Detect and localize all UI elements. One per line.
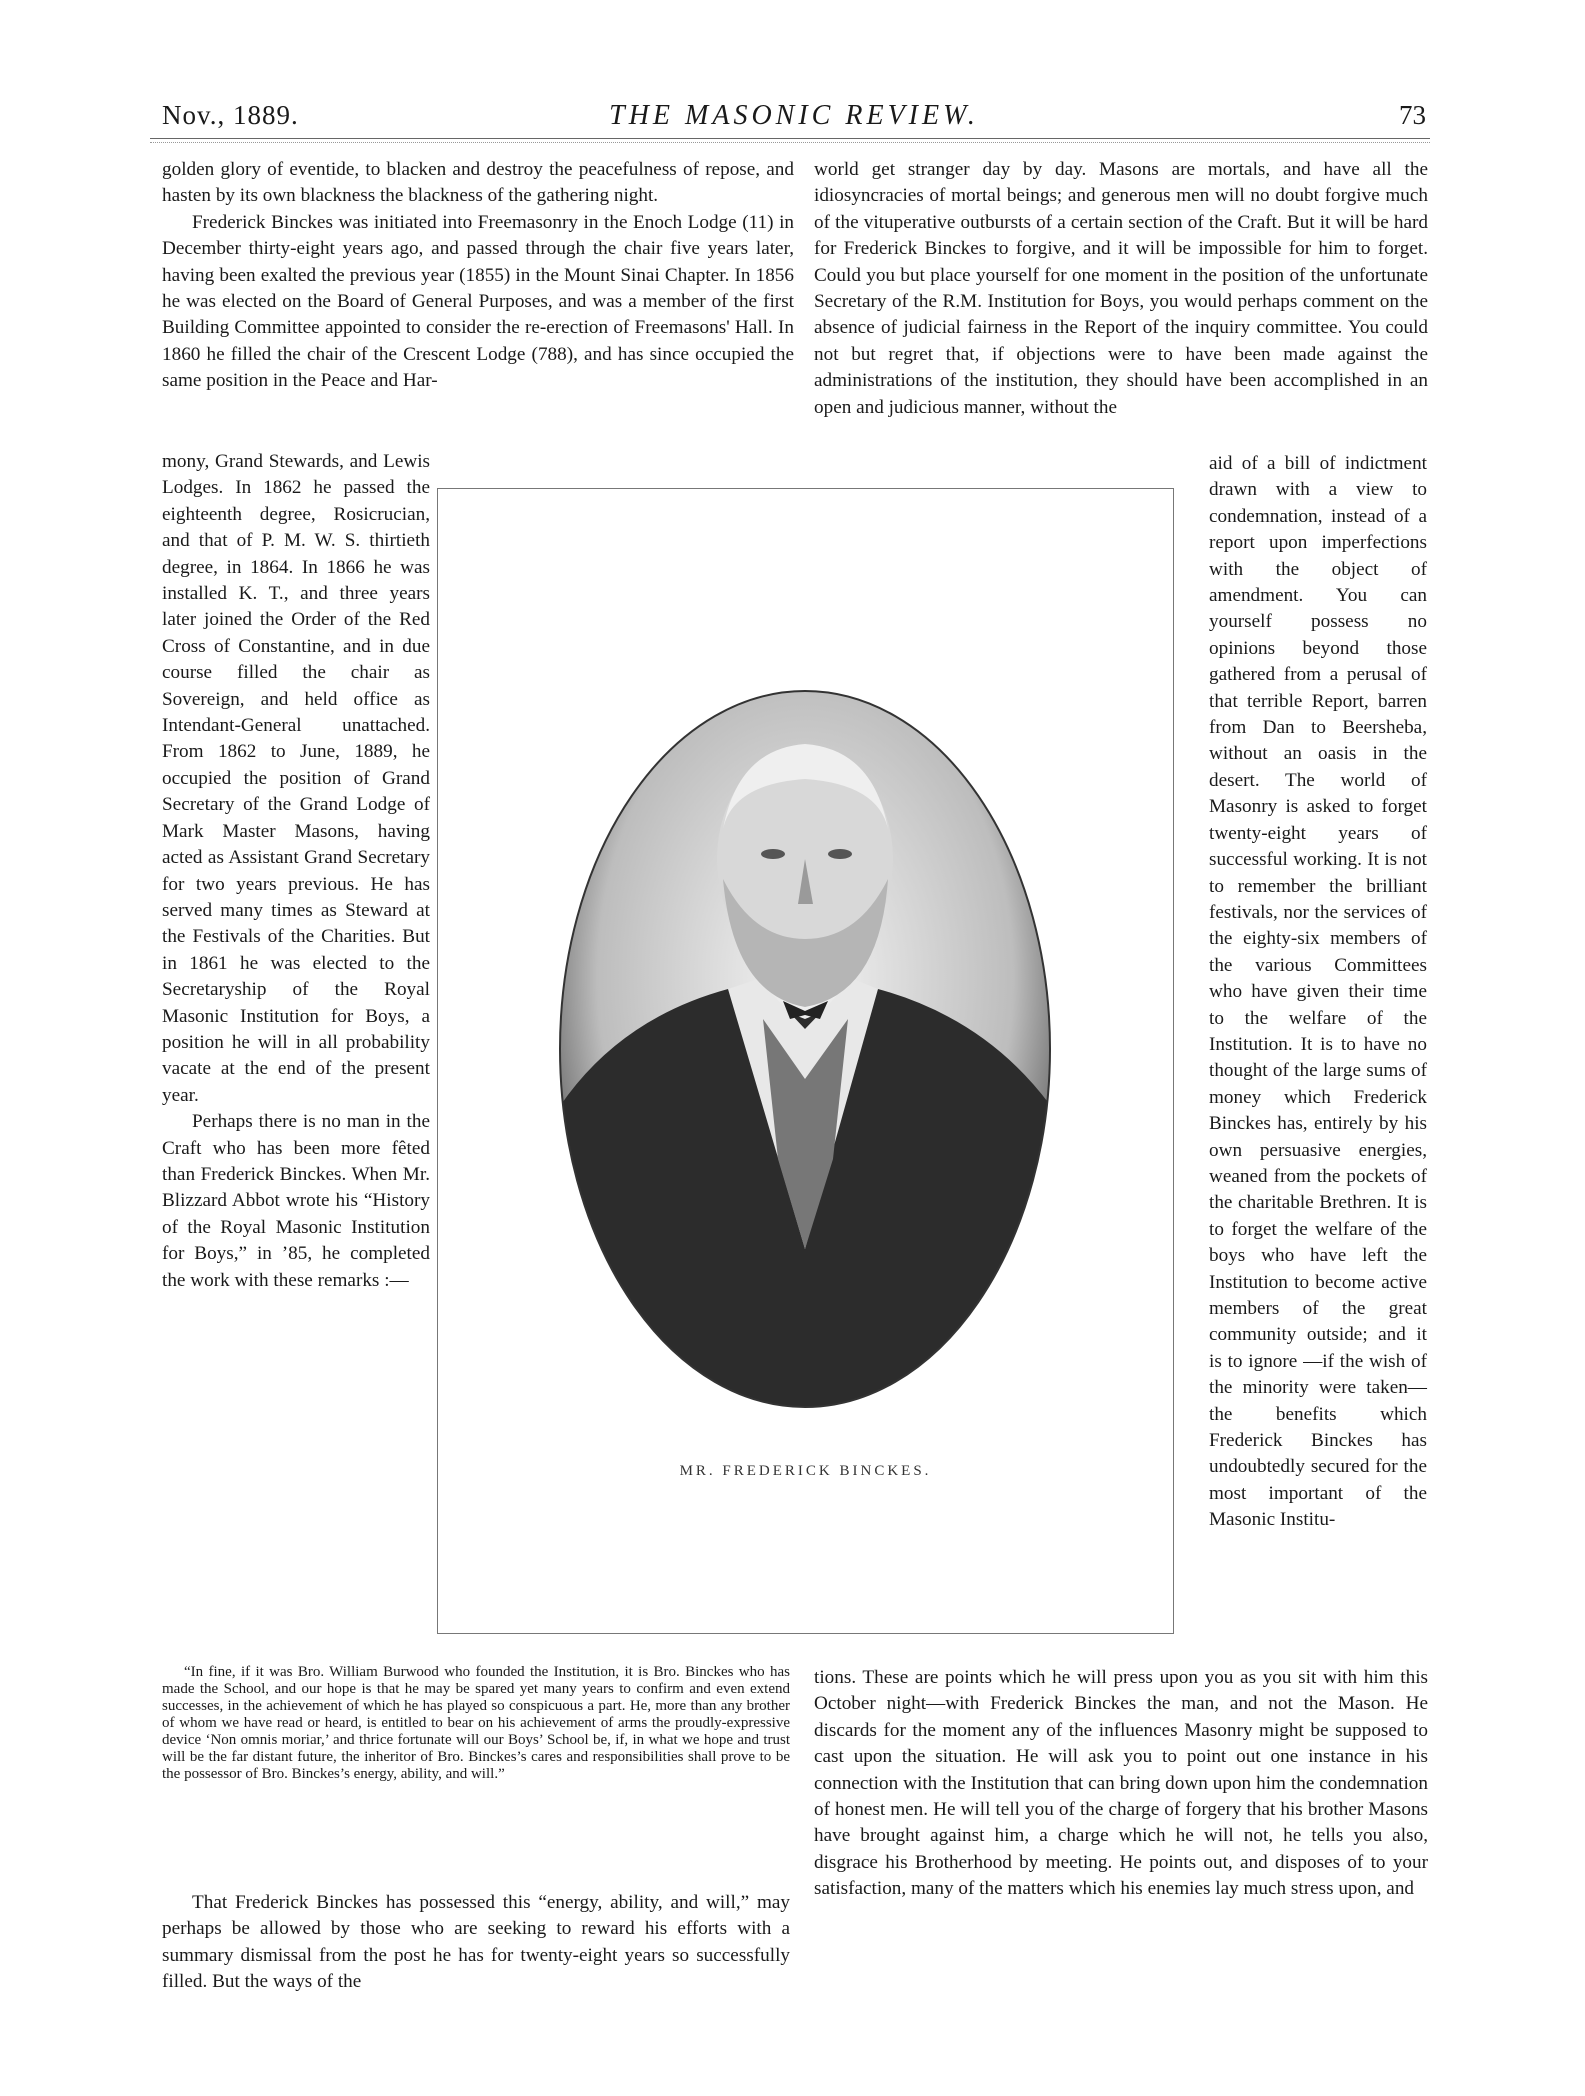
left-column-narrow (162, 449, 430, 1294)
block-quote (162, 1664, 790, 1783)
paragraph: mony, Grand Stewards, and Lewis Lodges. In 1862 he passed the eighteenth degree, Rosicrucian, and that of P. M. W. S. thirtieth degree, in 1864. In 1866 he was installed K. T., and three years later joined the Order of the Red Cross of Constantine, and in due course filled the chair as Sovereign, and held office as Intendant-General unattached. From 1862 to June, 1889, he occupied the position of Grand Secretary of the Grand Lodge of Mark Master Masons, having acted as Assistant Grand Secretary for two years previous. He has served many times as Steward at the Festivals of the Charities. But in 1861 he was elected to the Secretaryship of the Royal Masonic Institution for Boys, a position he will in all probability vacate at the end of the present year. (162, 451, 430, 1106)
quote-text: “In fine, if it was Bro. William Burwood who founded the Institution, it is Bro. Binckes who has made the School, and our hope is that he may be spared yet many years to confirm and even extend successes, in the achievement of which he has played so conspicuous a part. He, more than any brother of whom we have read or heard, is entitled to bear on his achievement of arms the proudly-expressive device ‘Non omnis moriar,’ and thrice fortunate will our Boys’ School be, if, in what we hope and trust will be the far distant future, the inheritor of Bro. Binckes’s cares and responsibilities shall prove to be the possessor of Bro. Binckes’s energy, ability, and will.” (162, 1664, 790, 1782)
paragraph: tions. These are points which he will press upon you as you sit with him this October night—with Frederick Binckes the man, and not the Mason. He discards for the moment any of the influences Masonry might be supposed to cast upon the situation. He will ask you to point out one instance in his connection with the Institution that can bring down upon him the condemnation of honest men. He will tell you of the charge of forgery that his brother Masons have brought against him, a charge which he will not, he tells you also, disgrace his Brotherhood by meeting. He points out, and disposes of to your satisfaction, many of the matters which his enemies lay much stress upon, and (814, 1667, 1428, 1900)
right-column-bottom (814, 1665, 1428, 1903)
portrait-image (558, 689, 1053, 1409)
running-header (162, 100, 1426, 136)
portrait-figure (437, 488, 1174, 1634)
header-rule-dotted (150, 142, 1430, 143)
paragraph: aid of a bill of indictment drawn with a view to condemnation, instead of a report upon imperfections with the object of amendment. You can yourself possess no opinions beyond those gathered from a perusal of that terrible Report, barren from Dan to Beersheba, without an oasis in the desert. The world of Masonry is asked to forget twenty-eight years of successful working. It is not to remember the brilliant festivals, nor the services of the eighty-six members of the various Committees who have given their time to the welfare of the Institution. It is to have no thought of the large sums of money which Frederick Binckes has, entirely by his own persuasive energies, weaned from the pockets of the charitable Brethren. It is to forget the welfare of the boys who have left the Institution to become active members of the great community outside; and it is to ignore —if the wish of the minority were taken— the benefits which Frederick Binckes has undoubtedly secured for the most important of the Masonic Institu- (1209, 453, 1427, 1531)
paragraph: Perhaps there is no man in the Craft who has been more fêted than Frederick Binckes. When Mr. Blizzard Abbot wrote his “History of the Royal Masonic Institution for Boys,” in ’85, he completed the work with these remarks :— (162, 1111, 430, 1291)
header-rule (150, 138, 1430, 139)
issue-date: Nov., 1889. (162, 100, 299, 130)
paragraph: Frederick Binckes was initiated into Freemasonry in the Enoch Lodge (11) in December thirty-eight years ago, and passed through the chair five years later, having been exalted the previous year (1855) in the Mount Sinai Chapter. In 1856 he was elected on the Board of General Purposes, and was a member of the first Building Committee appointed to consider the re-erection of Freemasons' Hall. In 1860 he filled the chair of the Crescent Lodge (788), and has since occupied the same position in the Peace and Har- (162, 211, 794, 392)
page-number: 73 (1399, 100, 1426, 130)
journal-title: THE MASONIC REVIEW. (609, 100, 979, 131)
right-column-narrow (1209, 451, 1427, 1534)
left-column-bottom (162, 1890, 790, 1996)
right-column-top (814, 157, 1428, 421)
paragraph: golden glory of eventide, to blacken and destroy the peacefulness of repose, and hasten by its own blackness the blackness of the gathering night. (162, 159, 794, 207)
paragraph: That Frederick Binckes has possessed this “energy, ability, and will,” may perhaps be allowed by those who are seeking to reward his efforts with a summary dismissal from the post he has for twenty-eight years so successfully filled. But the ways of the (162, 1892, 790, 1993)
figure-caption: MR. FREDERICK BINCKES. (679, 1463, 932, 1479)
left-column-top (162, 157, 794, 395)
paragraph: world get stranger day by day. Masons are mortals, and have all the idiosyncracies of mortal beings; and generous men will no doubt forgive much of the vituperative outbursts of a certain section of the Craft. But it will be hard for Frederick Binckes to forgive, and it will be impossible for him to forget. Could you but place yourself for one moment in the position of the unfortunate Secretary of the R.M. Institution for Boys, you would perhaps comment on the absence of judicial fairness in the Report of the inquiry committee. You could not but regret that, if objections were to have been made against the administrations of the institution, they should have been accomplished in an open and judicious manner, without the (814, 159, 1428, 418)
